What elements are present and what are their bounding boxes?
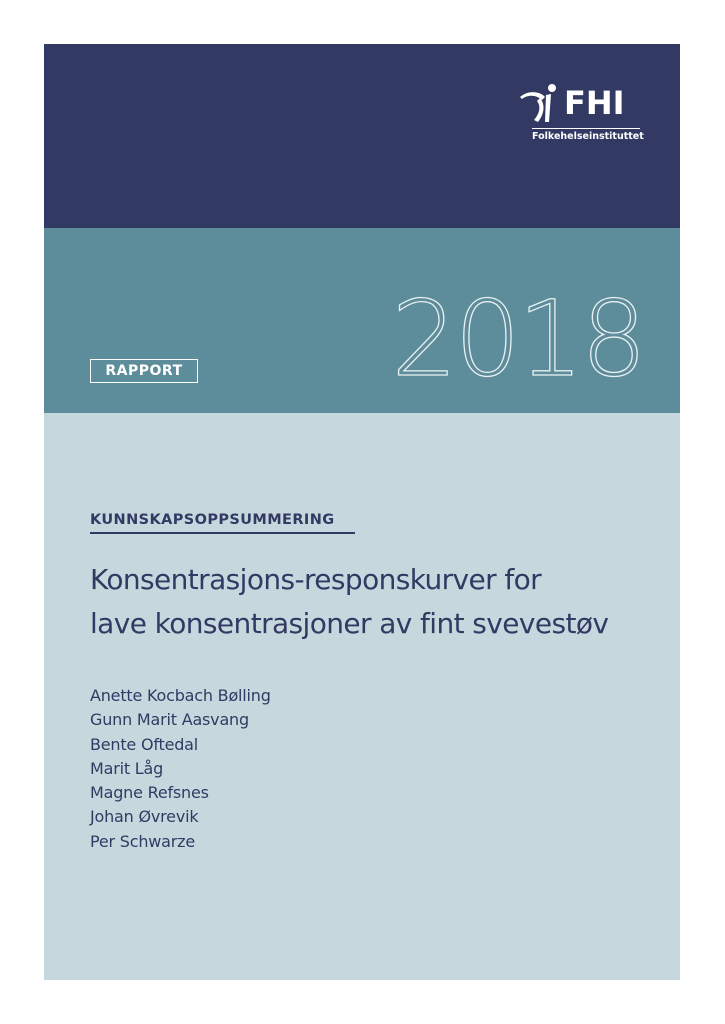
author-name: Magne Refsnes [90,783,209,803]
title-line-2: lave konsentrasjoner av fint svevestøv [90,607,609,640]
author-name: Marit Låg [90,758,164,778]
fhi-logo [518,82,642,148]
author-name: Anette Kocbach Bølling [90,686,271,705]
author-name: Johan Øvrevik [90,807,199,827]
author-name: Per Schwarze [90,831,195,851]
fhi-figure-icon [518,82,568,126]
author-name: Gunn Marit Aasvang [90,710,249,730]
category-underline [90,532,355,534]
author-list [90,684,271,854]
logo-wordmark: FHI [564,84,625,122]
logo-subtitle: Folkehelseinstituttet [532,131,644,142]
report-type-badge: RAPPORT [90,359,198,383]
title-line-1: Konsentrasjons-responskurver for [90,563,542,596]
publication-year: 2018 [391,278,644,400]
category-label: KUNNSKAPSOPPSUMMERING [90,512,335,528]
logo-divider [532,128,640,129]
report-title [90,558,650,646]
author-name: Bente Oftedal [90,734,199,754]
report-cover [44,44,680,980]
